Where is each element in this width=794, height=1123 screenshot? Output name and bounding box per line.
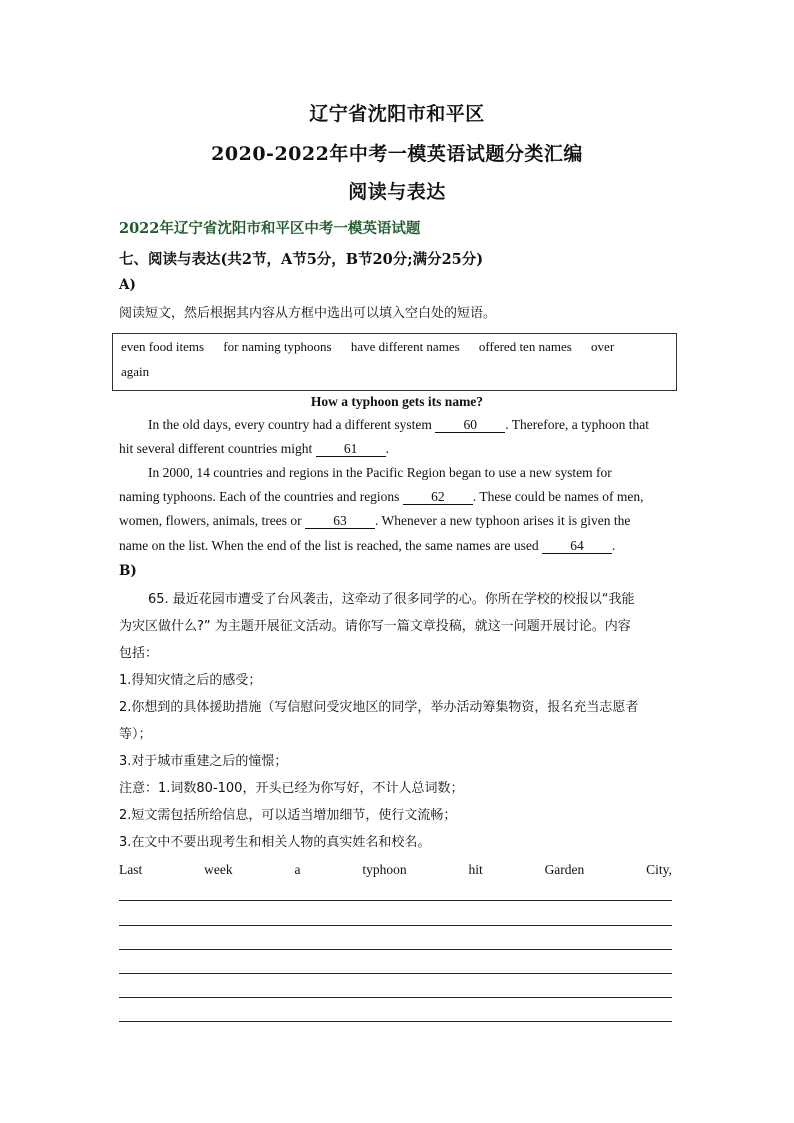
- opening-word: week: [204, 862, 233, 877]
- passage-text: In the old days, every country had a different system: [148, 417, 436, 432]
- passage-text: naming typhoons. Each of the countries and regions: [119, 489, 403, 504]
- blank-64: 64: [542, 538, 612, 554]
- essay-opening-line: [119, 862, 672, 878]
- question-65-line-2: 为灾区做什么?” 为主题开展征文活动。请你写一篇文章投稿，就这一问题开展讨论。内容: [119, 619, 631, 634]
- passage-line: [119, 440, 675, 458]
- doc-title-region: 辽宁省沈阳市和平区: [309, 103, 485, 125]
- doc-title-series: 2020-2022年中考一模英语试题分类汇编: [211, 143, 583, 165]
- option-3: have different names: [350, 339, 460, 354]
- opening-word: hit: [468, 862, 483, 877]
- passage-text: . Therefore, a typhoon that: [505, 417, 649, 432]
- part-heading: 七、阅读与表达(共2节，A节5分，B节20分;满分25分): [119, 251, 484, 268]
- story-title: How a typhoon gets its name?: [310, 394, 484, 409]
- passage-text: women, flowers, animals, trees or: [119, 513, 305, 528]
- part-a-instruction: 阅读短文，然后根据其内容从方框中选出可以填入空白处的短语。: [119, 306, 497, 321]
- word-options-row: [121, 339, 630, 355]
- part-a-label: A): [119, 277, 136, 293]
- passage-line: [119, 537, 675, 555]
- option-2: for naming typhoons: [223, 339, 332, 354]
- requirement-2: 2.你想到的具体援助措施（写信慰问受灾地区的同学，举办活动筹集物资，报名充当志愿者: [119, 700, 639, 715]
- requirement-1: 1.得知灾情之后的感受；: [119, 673, 262, 688]
- requirement-2-cont: 等）；: [119, 727, 152, 742]
- passage-text: . Whenever a new typhoon arises it is given the: [374, 513, 631, 528]
- option-6: again: [121, 364, 150, 379]
- passage-text: hit several different countries might: [119, 441, 316, 456]
- passage-text: .: [612, 538, 616, 553]
- passage-line: In 2000, 14 countries and regions in the Pacific Region began to use a new system for: [148, 465, 612, 480]
- word-options-row-2: [121, 364, 165, 380]
- opening-word: Garden: [544, 862, 585, 877]
- blank-63: 63: [305, 513, 375, 529]
- writing-line[interactable]: [119, 900, 672, 901]
- passage-text: .: [385, 441, 389, 456]
- passage-text: . These could be names of men,: [472, 489, 644, 504]
- opening-word: typhoon: [362, 862, 407, 877]
- passage-line: [119, 512, 675, 530]
- writing-line[interactable]: [119, 1021, 672, 1022]
- passage-text: name on the list. When the end of the list is reached, the same names are used: [119, 538, 542, 553]
- writing-line[interactable]: [119, 925, 672, 926]
- part-b-label: B): [119, 563, 137, 579]
- passage-line: [148, 416, 675, 434]
- opening-word: City,: [646, 862, 672, 877]
- opening-word: Last: [119, 862, 143, 877]
- requirement-3: 3.对于城市重建之后的憧憬；: [119, 754, 288, 769]
- blank-61: 61: [316, 441, 386, 457]
- section-title: 2022年辽宁省沈阳市和平区中考一模英语试题: [119, 220, 421, 237]
- option-5: over: [591, 339, 615, 354]
- writing-line[interactable]: [119, 997, 672, 998]
- writing-line[interactable]: [119, 949, 672, 950]
- note-1: 注意：1.词数80-100，开头已经为你写好，不计人总词数；: [119, 781, 464, 796]
- note-3: 3.在文中不要出现考生和相关人物的真实姓名和校名。: [119, 835, 431, 850]
- question-65-line-1: 65. 最近花园市遭受了台风袭击，这牵动了很多同学的心。你所在学校的校报以“我能: [148, 592, 635, 607]
- doc-title-topic: 阅读与表达: [348, 181, 446, 203]
- blank-62: 62: [403, 489, 473, 505]
- opening-word: a: [294, 862, 301, 877]
- word-options-box: [112, 333, 677, 391]
- writing-line[interactable]: [119, 973, 672, 974]
- option-4: offered ten names: [478, 339, 572, 354]
- option-1: even food items: [121, 339, 205, 354]
- blank-60: 60: [435, 417, 505, 433]
- question-65-line-3: 包括：: [119, 646, 159, 661]
- passage-line: [119, 488, 675, 506]
- note-2: 2.短文需包括所给信息，可以适当增加细节，使行文流畅；: [119, 808, 457, 823]
